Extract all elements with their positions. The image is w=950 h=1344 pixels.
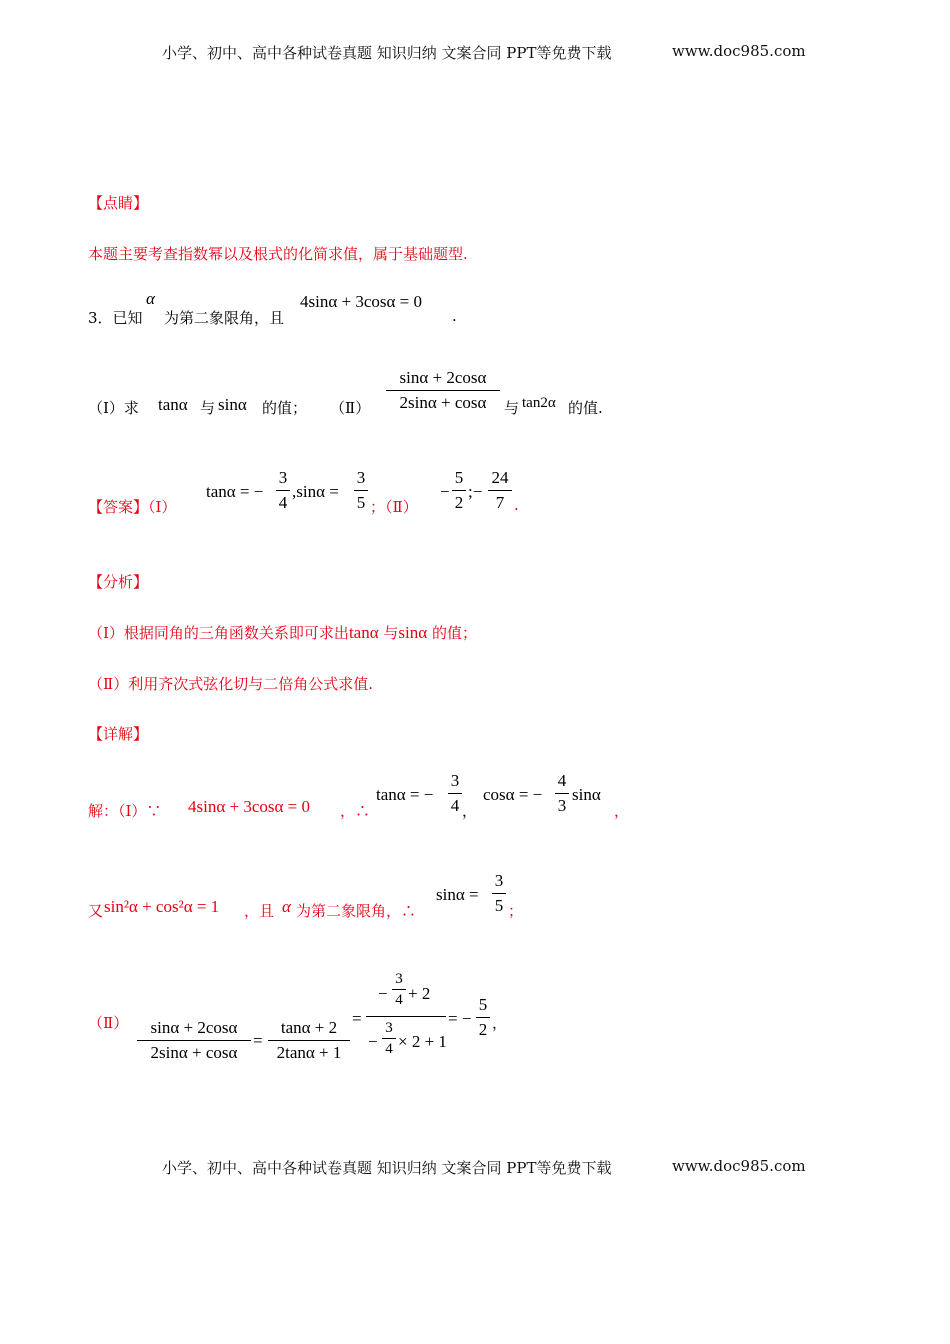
step2-intro: 又: [88, 902, 104, 920]
answer-end: .: [514, 496, 519, 514]
step3-big-bar: [366, 1016, 446, 1017]
answer-sin-lhs: ,sinα =: [292, 482, 339, 501]
step1-tan-frac: 3 4: [448, 771, 462, 816]
q-part2-with: 与: [504, 399, 520, 417]
step2-end: ；: [508, 902, 524, 920]
step2-alpha: α: [282, 897, 291, 916]
q-part2-end: 的值.: [568, 399, 603, 417]
question-end: .: [452, 307, 457, 325]
step1-cos-frac: 4 3: [555, 771, 569, 816]
xiangjie-title: 【详解】: [88, 725, 149, 743]
step3-big-num-sign: −: [378, 984, 388, 1003]
question-condition: 4sinα + 3cosα = 0: [300, 292, 422, 311]
dianjing-text: 本题主要考查指数幂以及根式的化简求值，属于基础题型.: [88, 245, 468, 263]
step3-big-num-tail: + 2: [408, 984, 431, 1003]
step2-quadrant: 为第二象限角，∴: [296, 902, 417, 920]
answer-v2-frac: 24 7: [488, 468, 512, 513]
answer-v-sep: ;−: [468, 482, 483, 501]
page-footer-text: 小学、初中、高中各种试卷真题 知识归纳 文案合同 PPT等免费下载: [162, 1159, 612, 1177]
q-part1-end: 的值；: [262, 399, 308, 417]
step2-and: ，且: [244, 902, 275, 920]
step3-big-den-tail: × 2 + 1: [398, 1032, 447, 1051]
step2-sin-frac: 3 5: [492, 871, 506, 916]
step1-condition: 4sinα + 3cosα = 0: [188, 797, 310, 816]
q-part1-with: 与: [200, 399, 216, 417]
question-mid: 为第二象限角，且: [164, 309, 285, 327]
step3-big-den-frac: 3 4: [382, 1020, 396, 1057]
fenxi-title: 【分析】: [88, 573, 149, 591]
step3-frac2: tanα + 2 2tanα + 1: [268, 1018, 350, 1063]
step1-intro: 解：（Ⅰ）∵: [88, 802, 162, 820]
step3-frac1: sinα + 2cosα 2sinα + cosα: [137, 1018, 251, 1063]
answer-tan-frac: 3 4: [276, 468, 290, 513]
answer-v1-frac: 5 2: [452, 468, 466, 513]
answer-label: 【答案】（Ⅰ）: [88, 498, 177, 516]
step2-sin-lhs: sinα =: [436, 885, 479, 904]
page-footer-site[interactable]: www.doc985.com: [672, 1157, 806, 1175]
question-prefix: 3．已知: [88, 309, 143, 327]
step3-eq3: = −: [448, 1009, 472, 1028]
step3-label: （Ⅱ）: [88, 1014, 129, 1032]
step3-big-den-sign: −: [368, 1032, 378, 1051]
step1-end: ，: [614, 802, 630, 820]
step1-therefore: ，∴: [340, 802, 371, 820]
step1-cos-lhs: cosα = −: [483, 785, 543, 804]
q-part1-label: （Ⅰ）求: [88, 399, 139, 417]
step3-result-frac: 5 2: [476, 995, 490, 1040]
q-part1-tan: tanα: [158, 395, 188, 414]
step3-end: ，: [492, 1014, 508, 1032]
page-header-site[interactable]: www.doc985.com: [672, 42, 806, 60]
dianjing-title: 【点睛】: [88, 194, 149, 212]
answer-sep: ；（Ⅱ）: [370, 498, 418, 516]
answer-v1-sign: −: [440, 482, 450, 501]
q-part2-label: （Ⅱ）: [330, 399, 371, 417]
answer-sin-frac: 3 5: [354, 468, 368, 513]
q-part2-fraction: sinα + 2cosα 2sinα + cosα: [386, 368, 500, 413]
q-part2-tan2: tan2α: [522, 395, 556, 411]
fenxi-line2: （Ⅱ）利用齐次式弦化切与二倍角公式求值.: [88, 675, 373, 693]
answer-tan-lhs: tanα = −: [206, 482, 264, 501]
step3-eq1: =: [253, 1031, 263, 1050]
step3-eq2: =: [352, 1009, 362, 1028]
step1-sin: sinα: [572, 785, 601, 804]
step2-identity: sin²α + cos²α = 1: [104, 897, 220, 916]
fenxi-line1: （Ⅰ）根据同角的三角函数关系即可求出tanα 与sinα 的值；: [88, 623, 477, 642]
step3-big-num-frac: 3 4: [392, 971, 406, 1008]
q-part1-sin: sinα: [218, 395, 247, 414]
step1-comma: ，: [462, 802, 478, 820]
step1-tan-lhs: tanα = −: [376, 785, 434, 804]
page-header-text: 小学、初中、高中各种试卷真题 知识归纳 文案合同 PPT等免费下载: [162, 44, 612, 62]
question-alpha: α: [146, 289, 155, 308]
